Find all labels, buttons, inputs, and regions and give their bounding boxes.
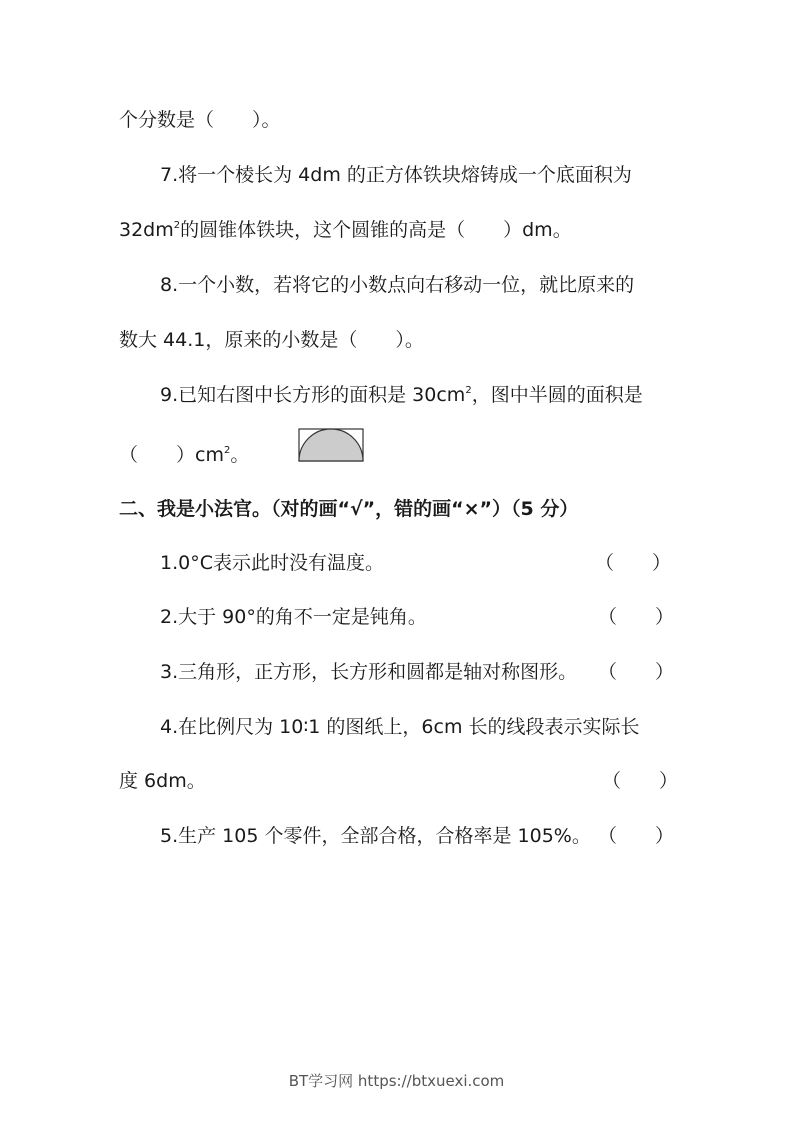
q7-line2	[119, 218, 572, 242]
judge-item-2: 2.大于 90°的角不一定是钝角。	[160, 606, 427, 628]
q9-line1-b: ，图中半圆的面积是	[471, 384, 643, 406]
judge-item-4: 4.在比例尺为 10∶1 的图纸上，6cm 长的线段表示实际长	[160, 716, 640, 738]
q9-line2	[119, 443, 249, 467]
section2-title: 二、我是小法官。（对的画“√”，错的画“×”）（5 分）	[119, 498, 579, 520]
judge-item-3: 3.三角形，正方形，长方形和圆都是轴对称图形。	[160, 661, 578, 683]
judge-bracket-4[interactable]: （ ）	[602, 770, 679, 792]
q7-exponent: 2	[173, 220, 181, 231]
q9-line1	[160, 383, 643, 407]
q9-line1-a: 9.已知右图中长方形的面积是 30cm	[160, 384, 466, 406]
judge-item-5: 5.生产 105 个零件，全部合格，合格率是 105%。	[160, 825, 591, 847]
judge-bracket-5[interactable]: （ ）	[598, 825, 675, 847]
q7-volume-unit: 32dm	[119, 219, 174, 241]
q7-line2-rest: 的圆锥体铁块，这个圆锥的高是（ ）dm。	[180, 219, 572, 241]
judge-bracket-3[interactable]: （ ）	[598, 661, 675, 683]
q9-line2-b: 。	[230, 444, 250, 466]
footer-watermark: BT学习网 https://btxuexi.com	[288, 1072, 505, 1090]
q9-line2-a: （ ）cm	[119, 444, 224, 466]
q7-line1: 7.将一个棱长为 4dm 的正方体铁块熔铸成一个底面积为	[160, 164, 632, 186]
judge-bracket-1[interactable]: （ ）	[595, 552, 672, 574]
q8-line2: 数大 44.1，原来的小数是（ ）。	[119, 329, 424, 351]
q9-exponent: 2	[465, 385, 472, 396]
q8-line1: 8.一个小数，若将它的小数点向右移动一位，就比原来的	[160, 274, 635, 296]
rectangle-semicircle-figure	[298, 428, 364, 462]
judge-item-1: 1.0°C表示此时没有温度。	[160, 552, 384, 574]
judge-bracket-2[interactable]: （ ）	[598, 606, 675, 628]
q9-line2-exponent: 2	[223, 445, 231, 456]
judge-item-4-cont: 度 6dm。	[119, 770, 206, 792]
figure-semicircle	[299, 429, 363, 461]
q6-tail: 个分数是（ ）。	[119, 109, 281, 131]
